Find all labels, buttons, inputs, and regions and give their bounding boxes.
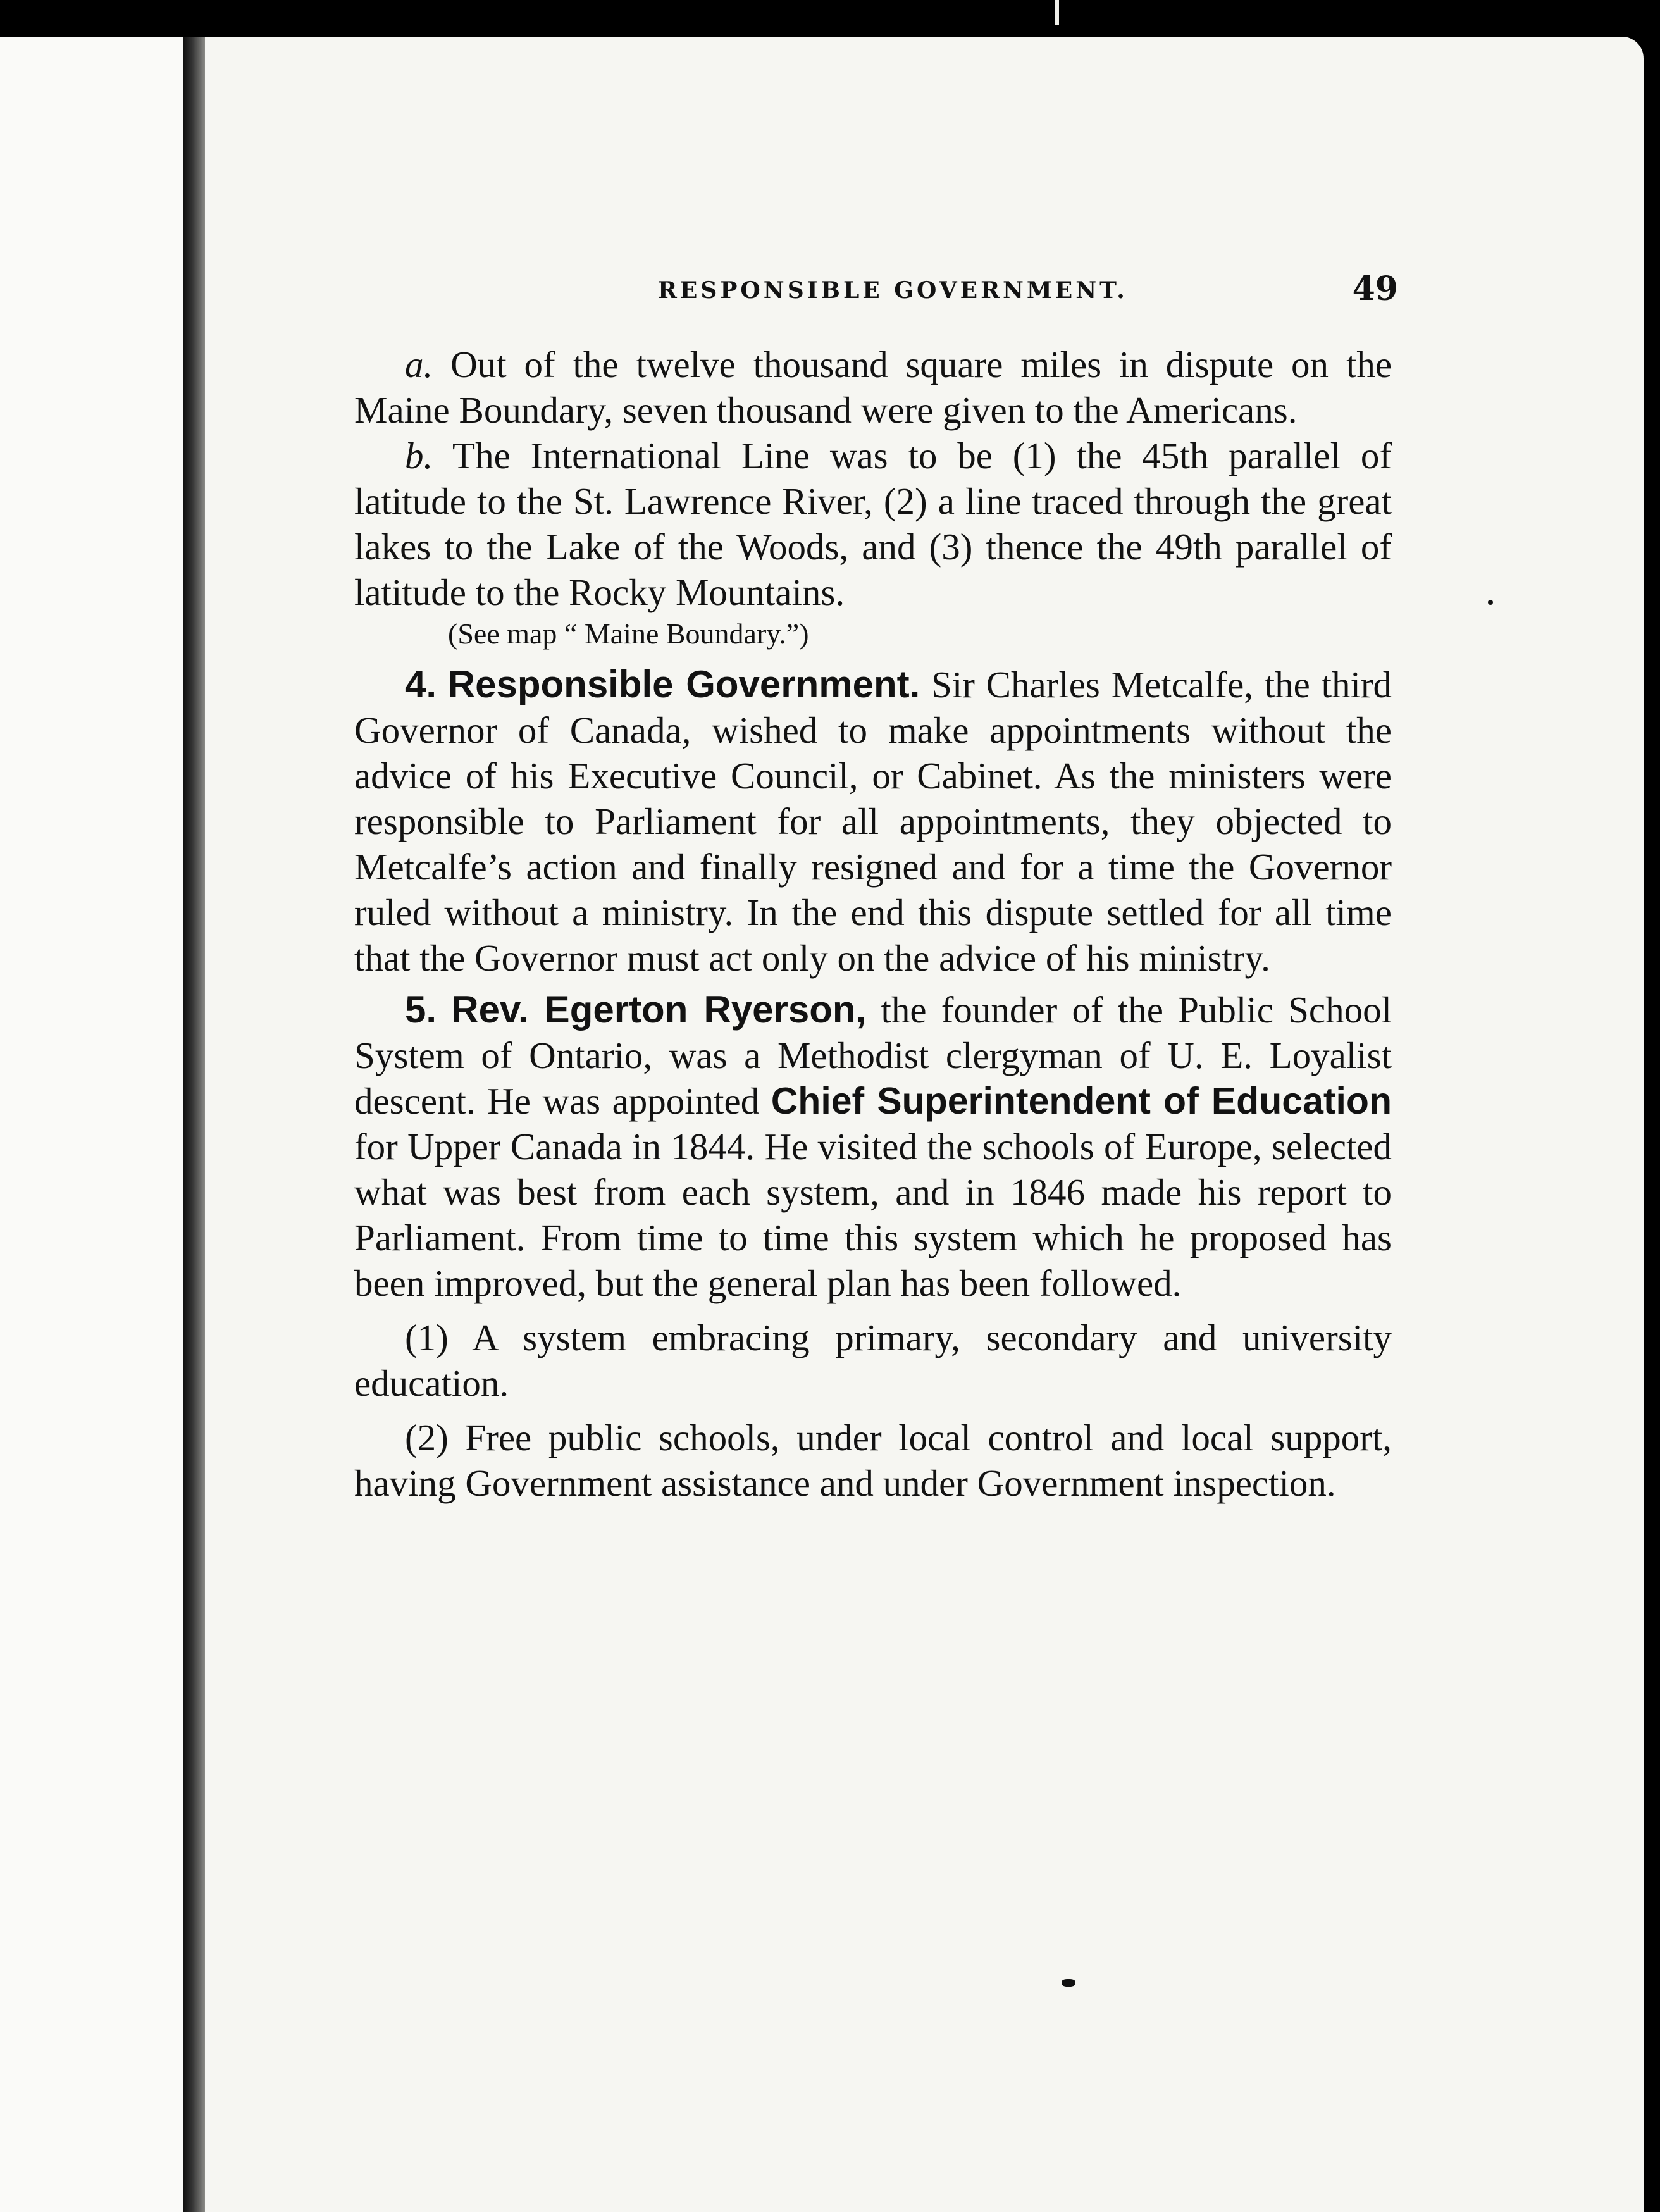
paragraph-b — [354, 433, 1392, 615]
list-item-marker: (2) — [405, 1417, 449, 1458]
paragraph-b-text: The International Line was to be (1) the 45th parallel of latitude to the St. Lawrence River, (2) a line traced through the great lakes to the Lake of the Woods, and (3) thence the 49th parallel of latitude to the Rocky Mountains. — [354, 435, 1392, 613]
section-4-text: Sir Charles Metcalfe, the third Governor of Canada, wished to make appointments without the advice of his Executive Council, or Cabinet. As the ministers were responsible to Parliament for all appointments, they objected to Metcalfe’s action and finally resigned and for a time the Governor ruled without a ministry. In the end this dispute settled for all time that the Governor must act only on the advice of his ministry. — [354, 664, 1392, 979]
section-4 — [354, 662, 1392, 981]
paragraph-a-text: Out of the twelve thousand square miles in dispute on the Maine Boundary, seven thousand were given to the Americans. — [354, 344, 1392, 431]
page-number: 49 — [1352, 270, 1398, 308]
list-item-marker: (1) — [405, 1317, 449, 1358]
scan-speck — [1062, 1979, 1075, 1987]
section-4-heading: Responsible Government. — [447, 663, 920, 705]
page-gutter-shadow — [183, 37, 205, 2212]
section-4-number: 4. — [405, 663, 437, 705]
list-item-text: Free public schools, under local control and local support, having Government assistance and under Government inspection. — [354, 1417, 1392, 1504]
scan-speck — [1488, 600, 1493, 605]
scan-artifact-mark — [1055, 0, 1059, 25]
section-5-text-1: the founder of the Public School System of Ontario, was a Methodist clergyman of U. E. Loyalist descent. He was appointed — [354, 989, 1392, 1122]
page-text-block — [354, 266, 1398, 1506]
map-reference-note: (See map “ Maine Boundary.”) — [448, 618, 809, 650]
section-5-text-2: for Upper Canada in 1844. He visited the schools of Europe, selected what was best from each system, and in 1846 made his report to Parliament. From time to time this system which he proposed has been improved, but the general plan has been followed. — [354, 1126, 1392, 1304]
running-head — [354, 266, 1398, 342]
running-head-title: RESPONSIBLE GOVERNMENT. — [658, 277, 1128, 304]
list-item — [354, 1315, 1392, 1406]
section-5-number: 5. — [405, 988, 437, 1031]
system-features-list — [354, 1315, 1392, 1506]
facing-page-edge — [0, 37, 183, 2212]
section-5-emphasis: Chief Superintendent of Education — [771, 1080, 1392, 1122]
section-5-heading: Rev. Egerton Ryerson, — [451, 988, 867, 1031]
section-5 — [354, 987, 1392, 1306]
list-item — [354, 1415, 1392, 1506]
paragraph-a-marker: a. — [405, 344, 433, 385]
list-item-text: A system embracing primary, secondary and university education. — [354, 1317, 1392, 1404]
paragraph-b-marker: b. — [405, 435, 433, 476]
paragraph-a — [354, 342, 1392, 433]
